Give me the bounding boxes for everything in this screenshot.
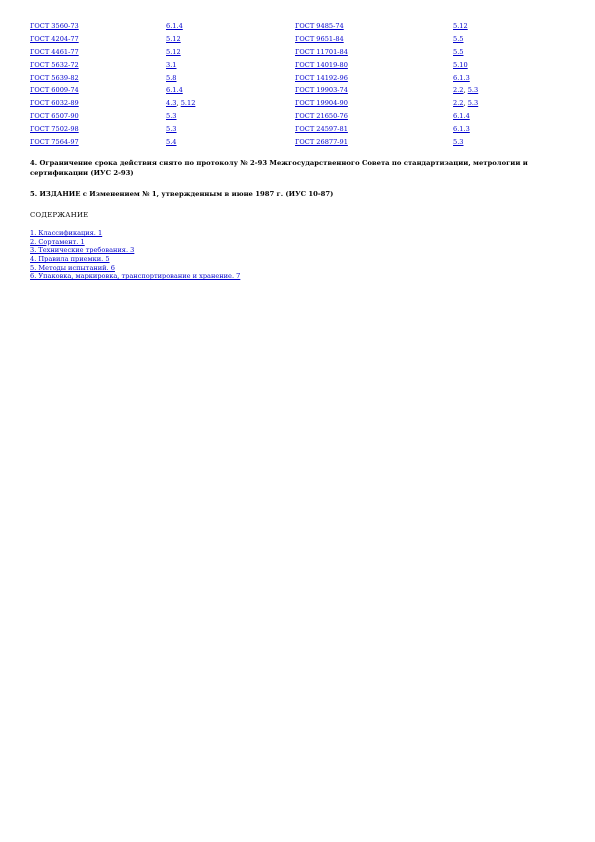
clause-cell — [453, 71, 570, 84]
table-row — [30, 33, 570, 46]
standard-cell — [30, 20, 166, 33]
clause-link[interactable]: 5.5 — [453, 35, 464, 44]
toc-link[interactable]: 1. Классификация. 1 — [30, 228, 103, 237]
standard-cell — [30, 110, 166, 123]
clause-cell — [453, 46, 570, 59]
clause-link[interactable]: 5.8 — [166, 73, 177, 82]
separator: , — [176, 99, 181, 108]
clause-cell — [166, 110, 295, 123]
toc-item — [30, 264, 570, 273]
clause-cell — [166, 122, 295, 135]
table-row — [30, 97, 570, 110]
toc-link[interactable]: 4. Правила приемки. 5 — [30, 255, 110, 264]
note-restriction-removed: 4. Ограничение срока действия снято по протоколу № 2-93 Межгосударственного Совета по стандартизации, метрологии и сертификации (ИУС 2-93) — [30, 158, 528, 177]
table-row — [30, 84, 570, 97]
table-row — [30, 135, 570, 148]
standard-link[interactable]: ГОСТ 19903-74 — [295, 86, 348, 95]
clause-cell — [453, 97, 570, 110]
standard-cell — [295, 84, 453, 97]
clause-link[interactable]: 5.12 — [453, 22, 468, 31]
toc-item — [30, 272, 570, 281]
clause-link[interactable]: 5.4 — [166, 137, 177, 146]
clause-cell — [166, 20, 295, 33]
standard-cell — [30, 84, 166, 97]
clause-link[interactable]: 6.1.3 — [453, 73, 470, 82]
clause-link[interactable]: 6.1.4 — [166, 22, 183, 31]
table-of-contents — [30, 229, 570, 281]
standard-link[interactable]: ГОСТ 21650-76 — [295, 111, 348, 120]
standard-cell — [30, 135, 166, 148]
toc-link[interactable]: 5. Методы испытаний. 6 — [30, 263, 115, 272]
standard-cell — [295, 58, 453, 71]
standard-cell — [295, 33, 453, 46]
standard-link[interactable]: ГОСТ 6009-74 — [30, 86, 79, 95]
standard-link[interactable]: ГОСТ 26877-91 — [295, 137, 348, 146]
table-row — [30, 122, 570, 135]
standard-cell — [295, 46, 453, 59]
normative-references-table — [30, 20, 570, 148]
standard-link[interactable]: ГОСТ 4204-77 — [30, 35, 79, 44]
standard-cell — [30, 46, 166, 59]
clause-link[interactable]: 5.5 — [453, 47, 464, 56]
clause-cell — [166, 97, 295, 110]
clause-cell — [166, 58, 295, 71]
clause-cell — [453, 122, 570, 135]
clause-link[interactable]: 2.2 — [453, 99, 464, 108]
clause-link[interactable]: 5.12 — [166, 47, 181, 56]
standard-link[interactable]: ГОСТ 6507-90 — [30, 111, 79, 120]
clause-link[interactable]: 5.12 — [166, 35, 181, 44]
standard-link[interactable]: ГОСТ 5639-82 — [30, 73, 79, 82]
clause-link[interactable]: 5.3 — [166, 111, 177, 120]
separator: , — [463, 86, 468, 95]
standard-cell — [30, 71, 166, 84]
standard-link[interactable]: ГОСТ 5632-72 — [30, 60, 79, 69]
clause-cell — [453, 20, 570, 33]
clause-cell — [166, 71, 295, 84]
standard-link[interactable]: ГОСТ 19904-90 — [295, 99, 348, 108]
clause-link[interactable]: 5.3 — [453, 137, 464, 146]
clause-link[interactable]: 5.12 — [180, 99, 196, 108]
table-row — [30, 58, 570, 71]
standard-link[interactable]: ГОСТ 9485-74 — [295, 22, 344, 31]
clause-cell — [166, 84, 295, 97]
clause-link[interactable]: 2.2 — [453, 86, 464, 95]
standard-link[interactable]: ГОСТ 6032-89 — [30, 99, 79, 108]
clause-link[interactable]: 5.3 — [166, 124, 177, 133]
clause-link[interactable]: 5.3 — [467, 86, 479, 95]
table-row — [30, 46, 570, 59]
standard-link[interactable]: ГОСТ 7502-98 — [30, 124, 79, 133]
standard-link[interactable]: ГОСТ 14192-96 — [295, 73, 348, 82]
toc-link[interactable]: 3. Технические требования. 3 — [30, 246, 135, 255]
separator: , — [463, 99, 468, 108]
standard-link[interactable]: ГОСТ 11701-84 — [295, 47, 348, 56]
clause-link[interactable]: 5.3 — [467, 99, 479, 108]
standard-cell — [295, 20, 453, 33]
standard-link[interactable]: ГОСТ 9651-84 — [295, 35, 344, 44]
clause-cell — [453, 135, 570, 148]
clause-cell — [166, 33, 295, 46]
standard-cell — [30, 122, 166, 135]
standard-link[interactable]: ГОСТ 14019-80 — [295, 60, 348, 69]
standard-cell — [30, 58, 166, 71]
clause-link[interactable]: 6.1.4 — [453, 111, 470, 120]
toc-item — [30, 238, 570, 247]
standard-cell — [295, 135, 453, 148]
clause-cell — [166, 46, 295, 59]
toc-item — [30, 229, 570, 238]
clause-link[interactable]: 5.10 — [453, 60, 468, 69]
clause-link[interactable]: 3.1 — [166, 60, 177, 69]
toc-link[interactable]: 6. Упаковка, маркировка, транспортирование и хранение. 7 — [30, 272, 241, 281]
toc-heading: СОДЕРЖАНИЕ — [30, 210, 89, 219]
note-edition: 5. ИЗДАНИЕ с Изменением № 1, утвержденным в июне 1987 г. (ИУС 10-87) — [30, 189, 334, 198]
table-row — [30, 71, 570, 84]
standard-cell — [30, 33, 166, 46]
toc-item — [30, 255, 570, 264]
table-row — [30, 20, 570, 33]
standard-cell — [295, 110, 453, 123]
standard-cell — [30, 97, 166, 110]
clause-link[interactable]: 6.1.3 — [453, 124, 470, 133]
clause-cell — [166, 135, 295, 148]
table-row — [30, 110, 570, 123]
standard-link[interactable]: ГОСТ 7564-97 — [30, 137, 79, 146]
clause-link[interactable]: 6.1.4 — [166, 86, 183, 95]
toc-link[interactable]: 2. Сортамент. 1 — [30, 237, 85, 246]
standard-link[interactable]: ГОСТ 24597-81 — [295, 124, 348, 133]
clause-cell — [453, 84, 570, 97]
standard-cell — [295, 71, 453, 84]
standard-link[interactable]: ГОСТ 4461-77 — [30, 47, 79, 56]
clause-cell — [453, 110, 570, 123]
document-page — [30, 20, 570, 288]
clause-cell — [453, 58, 570, 71]
standard-cell — [295, 122, 453, 135]
toc-item — [30, 246, 570, 255]
clause-cell — [453, 33, 570, 46]
standard-link[interactable]: ГОСТ 3560-73 — [30, 22, 79, 31]
clause-link[interactable]: 4.3 — [166, 99, 177, 108]
standard-cell — [295, 97, 453, 110]
